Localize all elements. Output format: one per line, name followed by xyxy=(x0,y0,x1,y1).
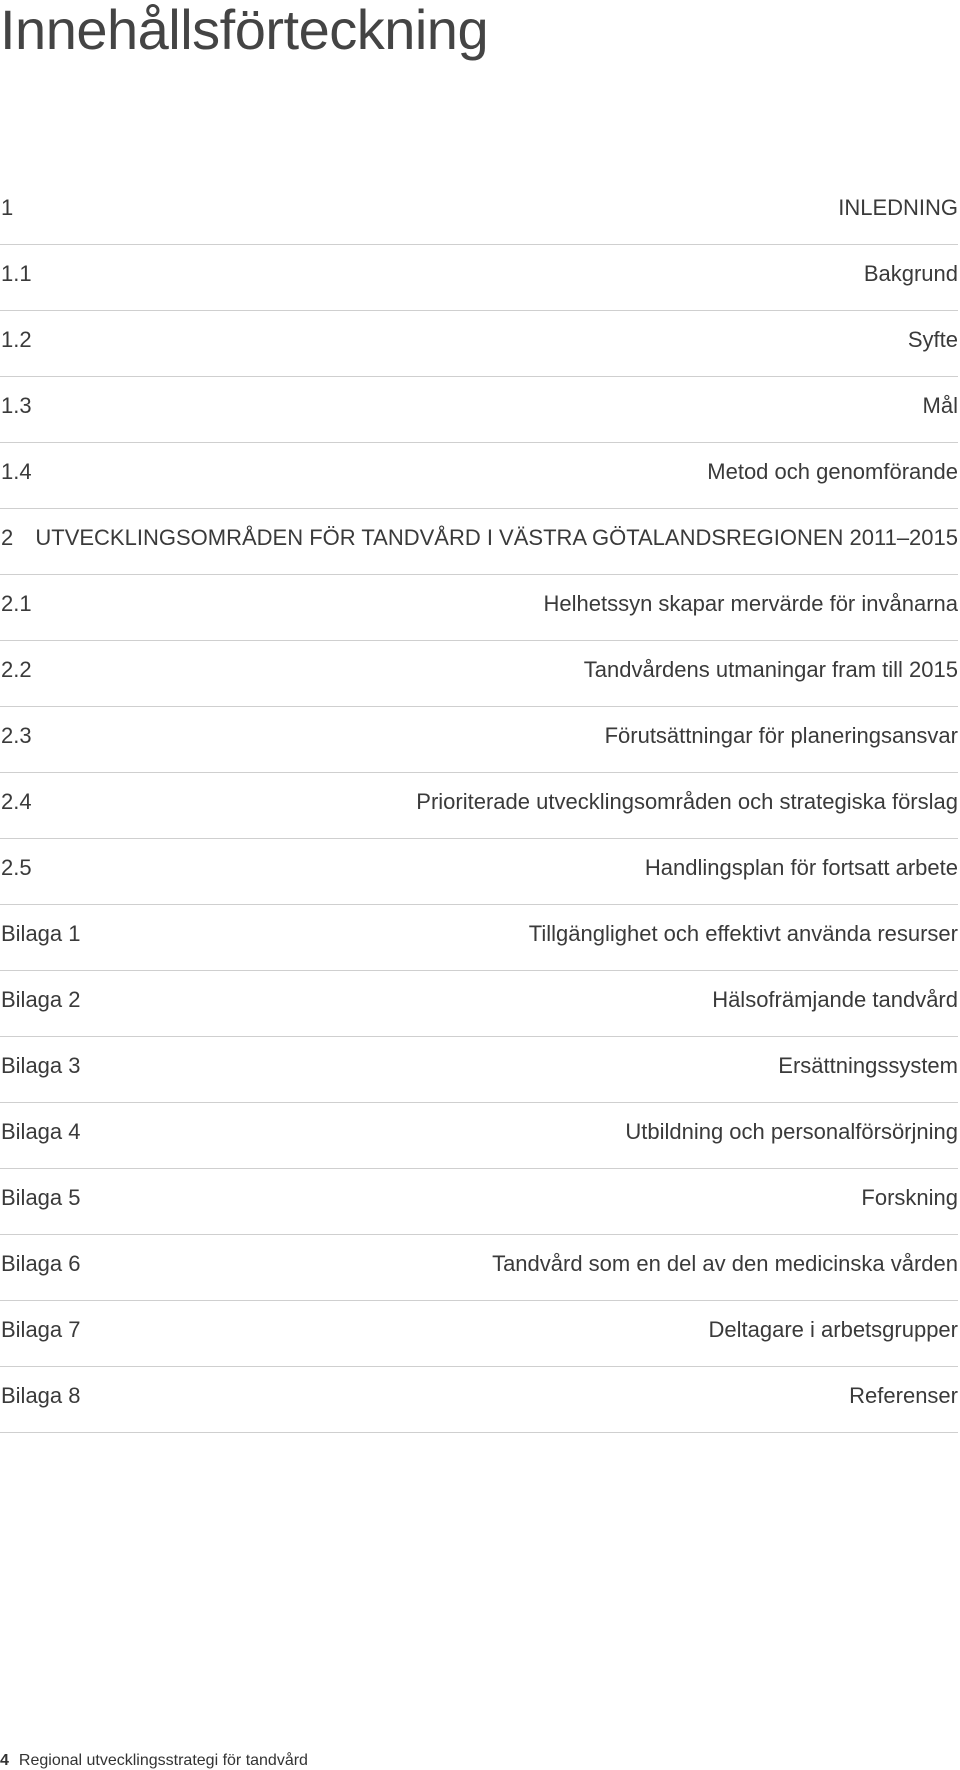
toc-text: Forskning xyxy=(861,1185,958,1210)
toc-text: Syfte xyxy=(907,327,958,352)
toc-number: 1 xyxy=(1,195,14,220)
toc-text: Referenser xyxy=(849,1383,958,1408)
toc-row[interactable] xyxy=(0,1037,958,1103)
toc-number: 2.2 xyxy=(1,657,32,682)
toc-text: INLEDNING xyxy=(838,195,958,220)
toc-row[interactable] xyxy=(0,311,958,377)
toc-text: Deltagare i arbetsgrupper xyxy=(708,1317,958,1342)
toc-text: Bakgrund xyxy=(863,261,958,286)
toc-text: Helhetssyn skapar mervärde för invånarna xyxy=(543,591,958,616)
table-of-contents xyxy=(0,179,958,1433)
toc-number: Bilaga 7 xyxy=(1,1317,81,1342)
toc-number: 2 xyxy=(1,525,14,550)
toc-text: Tillgänglighet och effektivt använda resurser xyxy=(528,921,958,946)
toc-text: Metod och genomförande xyxy=(707,459,958,484)
page-footer xyxy=(0,1752,308,1770)
toc-number: Bilaga 8 xyxy=(1,1383,81,1408)
toc-row[interactable] xyxy=(0,641,958,707)
toc-row[interactable] xyxy=(0,1103,958,1169)
toc-number: 2.5 xyxy=(1,855,32,880)
toc-text: UTVECKLINGSOMRÅDEN FÖR TANDVÅRD I VÄSTRA GÖTALANDSREGIONEN 2011–2015 xyxy=(35,525,958,550)
toc-text: Ersättningssystem xyxy=(778,1053,958,1078)
toc-text: Hälsofrämjande tandvård xyxy=(712,987,958,1012)
toc-row[interactable] xyxy=(0,377,958,443)
toc-row[interactable] xyxy=(0,443,958,509)
toc-row[interactable] xyxy=(0,245,958,311)
toc-number: Bilaga 4 xyxy=(1,1119,81,1144)
toc-number: Bilaga 3 xyxy=(1,1053,81,1078)
toc-number: 2.1 xyxy=(1,591,32,616)
toc-row[interactable] xyxy=(0,773,958,839)
toc-text: Prioriterade utvecklingsområden och strategiska förslag xyxy=(416,789,958,814)
toc-row[interactable] xyxy=(0,971,958,1037)
toc-number: 1.1 xyxy=(1,261,32,286)
toc-number: 1.2 xyxy=(1,327,32,352)
toc-row[interactable] xyxy=(0,707,958,773)
page-title: Innehållsförteckning xyxy=(0,0,489,61)
toc-number: Bilaga 1 xyxy=(1,921,81,946)
toc-number: Bilaga 6 xyxy=(1,1251,81,1276)
toc-text: Tandvårdens utmaningar fram till 2015 xyxy=(583,657,958,682)
toc-text: Handlingsplan för fortsatt arbete xyxy=(644,855,958,880)
footer-document-title: Regional utvecklingsstrategi för tandvård xyxy=(18,1752,308,1769)
toc-number: 2.3 xyxy=(1,723,32,748)
toc-number: Bilaga 2 xyxy=(1,987,81,1012)
toc-row[interactable] xyxy=(0,1301,958,1367)
footer-page-number: 4 xyxy=(0,1752,9,1769)
toc-row[interactable] xyxy=(0,179,958,245)
toc-number: 1.3 xyxy=(1,393,32,418)
toc-text: Tandvård som en del av den medicinska vården xyxy=(492,1251,958,1276)
toc-number: 2.4 xyxy=(1,789,32,814)
toc-text: Mål xyxy=(922,393,958,418)
toc-row[interactable] xyxy=(0,1367,958,1433)
toc-row[interactable] xyxy=(0,1235,958,1301)
toc-row[interactable] xyxy=(0,575,958,641)
toc-row[interactable] xyxy=(0,1169,958,1235)
toc-text: Utbildning och personalförsörjning xyxy=(625,1119,958,1144)
toc-row[interactable] xyxy=(0,839,958,905)
toc-number: 1.4 xyxy=(1,459,32,484)
toc-number: Bilaga 5 xyxy=(1,1185,81,1210)
toc-row[interactable] xyxy=(0,905,958,971)
toc-text: Förutsättningar för planeringsansvar xyxy=(604,723,958,748)
toc-row[interactable] xyxy=(0,509,958,575)
